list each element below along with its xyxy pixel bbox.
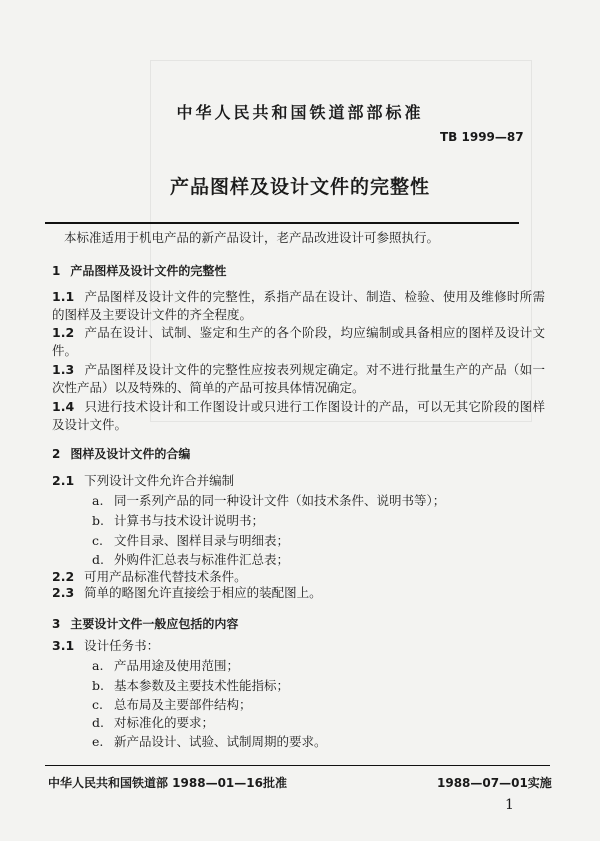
clause-number: 1.1: [52, 289, 75, 304]
clause-number: 2.1: [52, 473, 75, 488]
list-item: [92, 713, 214, 731]
clause-text: 产品图样及设计文件的完整性应按表列规定确定。对不进行批量生产的产品（如一次性产品）以及特殊的、简单的产品可按具体情况确定。: [52, 362, 545, 395]
list-item: [92, 511, 264, 529]
item-marker: a.: [92, 658, 104, 673]
item-text: 产品用途及使用范围；: [114, 658, 240, 673]
clause-1-4: [52, 398, 545, 434]
clause-text: 只进行技术设计和工作图设计或只进行工作图设计的产品，可以无其它阶段的图样及设计文件。: [52, 399, 545, 432]
clause-1-1: [52, 288, 545, 324]
item-marker: d.: [92, 552, 104, 567]
clause-number: 1.2: [52, 325, 75, 340]
list-item: [92, 491, 445, 509]
item-text: 外购件汇总表与标准件汇总表；: [114, 552, 290, 567]
clause-3-1: [52, 637, 545, 655]
section-number: 2: [52, 447, 61, 461]
item-text: 文件目录、图样目录与明细表；: [114, 533, 290, 548]
section-number: 3: [52, 617, 61, 631]
title-rule: [45, 222, 519, 224]
section-3-heading: [52, 615, 545, 633]
clause-number: 2.3: [52, 585, 75, 600]
clause-text: 简单的略图允许直接绘于相应的装配图上。: [84, 585, 322, 600]
item-marker: e.: [92, 734, 104, 749]
clause-text: 产品在设计、试制、鉴定和生产的各个阶段，均应编制或具备相应的图样及设计文件。: [52, 325, 545, 358]
list-item: [92, 550, 289, 568]
item-marker: a.: [92, 493, 104, 508]
item-marker: c.: [92, 697, 103, 712]
item-text: 总布局及主要部件结构；: [114, 697, 252, 712]
clause-1-3: [52, 361, 545, 397]
section-2-heading: [52, 445, 545, 463]
clause-text: 下列设计文件允许合并编制: [84, 473, 235, 488]
list-item: [92, 531, 289, 549]
clause-2-3: [52, 584, 545, 602]
section-number: 1: [52, 264, 61, 278]
clause-number: 1.3: [52, 362, 75, 377]
item-text: 新产品设计、试验、试制周期的要求。: [114, 734, 327, 749]
clause-text: 设计任务书：: [84, 638, 160, 653]
section-title: 图样及设计文件的合编: [70, 447, 191, 461]
list-item: [92, 656, 239, 674]
item-marker: b.: [92, 678, 104, 693]
item-marker: d.: [92, 715, 104, 730]
page-number: 1: [505, 797, 514, 813]
clause-text: 可用产品标准代替技术条件。: [84, 569, 247, 584]
item-text: 对标准化的要求；: [114, 715, 215, 730]
clause-text: 产品图样及设计文件的完整性，系指产品在设计、制造、检验、使用及维修时所需的图样及主要设计文件的齐全程度。: [52, 289, 545, 322]
section-title: 主要设计文件一般应包括的内容: [70, 617, 239, 631]
item-text: 同一系列产品的同一种设计文件（如技术条件、说明书等）；: [114, 493, 446, 508]
item-text: 基本参数及主要技术性能指标；: [114, 678, 290, 693]
footer-rule: [45, 765, 550, 766]
effective-date: 1988—07—01实施: [437, 776, 552, 790]
section-title: 产品图样及设计文件的完整性: [70, 264, 227, 278]
clause-2-1: [52, 472, 545, 490]
section-1-heading: [52, 262, 545, 280]
list-item: [92, 695, 252, 713]
list-item: [92, 732, 327, 750]
org-standard-heading: 中华人民共和国铁道部部标准: [176, 103, 424, 122]
intro-paragraph: 本标准适用于机电产品的新产品设计，老产品改进设计可参照执行。: [64, 230, 440, 245]
list-item: [92, 676, 289, 694]
clause-1-2: [52, 324, 545, 360]
standard-code: TB 1999—87: [440, 130, 524, 144]
approval-date: 中华人民共和国铁道部 1988—01—16批准: [48, 776, 287, 790]
item-text: 计算书与技术设计说明书；: [114, 513, 265, 528]
document-title: 产品图样及设计文件的完整性: [169, 176, 430, 198]
clause-number: 2.2: [52, 569, 75, 584]
clause-number: 1.4: [52, 399, 75, 414]
clause-number: 3.1: [52, 638, 75, 653]
item-marker: b.: [92, 513, 104, 528]
item-marker: c.: [92, 533, 103, 548]
